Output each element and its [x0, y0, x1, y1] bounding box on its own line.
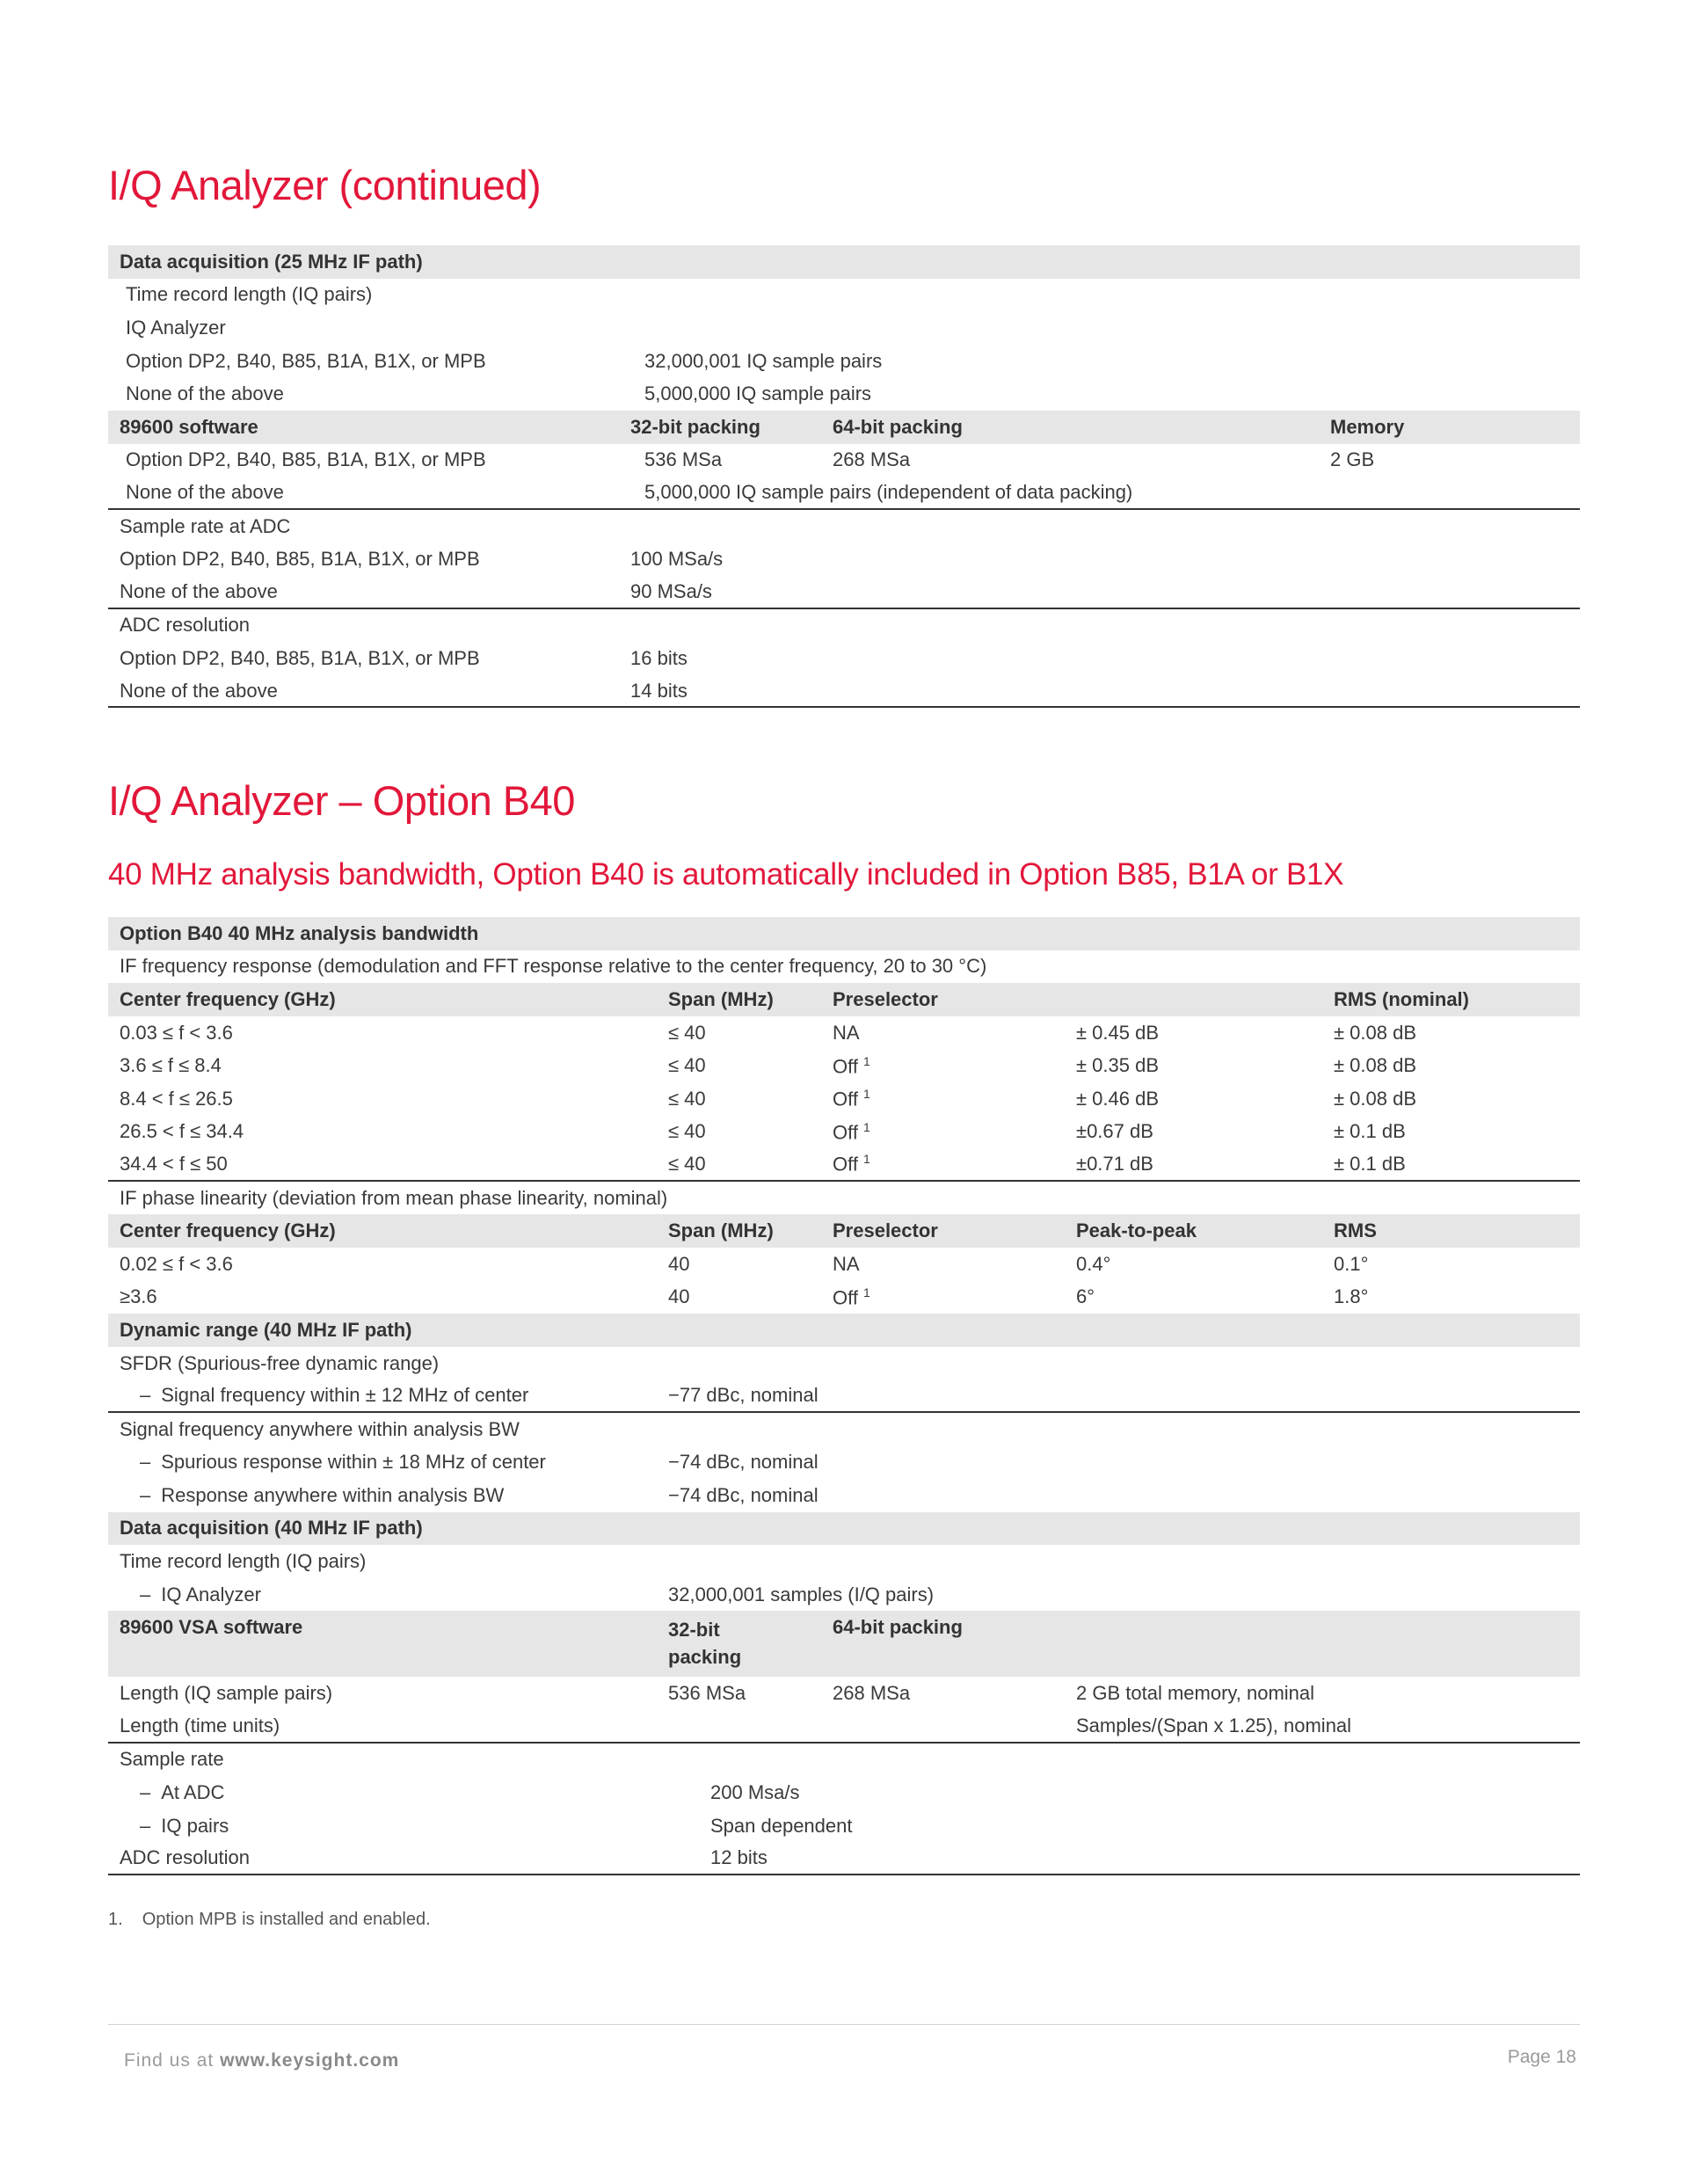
cell-text: Memory [1330, 415, 1405, 438]
cell-text: 0.1° [1334, 1252, 1369, 1275]
table-cell [1065, 1153, 1322, 1176]
table-row [108, 1016, 1580, 1050]
table-cell [108, 1120, 657, 1143]
table-cell [108, 481, 619, 504]
table-cell [108, 1153, 657, 1176]
table-cell [619, 416, 821, 439]
table-row [108, 542, 1580, 576]
table-cell [108, 1583, 657, 1606]
cell-text: Off [833, 1121, 858, 1144]
footnote-ref: 1 [862, 1152, 870, 1167]
cell-text: Preselector [833, 987, 938, 1010]
cell-text: 32-bit packing [668, 1619, 742, 1669]
footnote-ref: 1 [862, 1285, 870, 1299]
table-cell [108, 1682, 657, 1705]
table-cell [657, 1682, 821, 1705]
table-cell [108, 1418, 657, 1441]
table-row [108, 1479, 1580, 1512]
table-cell [657, 1153, 821, 1176]
table-cell [821, 1087, 1065, 1110]
table-row [108, 1413, 1580, 1446]
table-cell [108, 1352, 657, 1375]
cell-text: 100 MSa/s [630, 548, 724, 571]
cell-text: ±0.67 dB [1076, 1120, 1153, 1143]
table-cell [108, 647, 619, 670]
table-cell [1322, 1022, 1580, 1045]
cell-text: 90 MSa/s [630, 579, 712, 602]
option-b40-spec-table [108, 917, 1580, 1875]
table-cell [657, 1253, 821, 1276]
table-cell [619, 647, 821, 670]
website-link[interactable]: www.keysight.com [220, 2050, 400, 2071]
cell-text: None of the above [126, 480, 284, 503]
cell-text: ADC resolution [120, 1846, 250, 1869]
table-cell [1065, 1682, 1322, 1705]
cell-text: ADC resolution [120, 614, 250, 637]
table-row [108, 1710, 1580, 1744]
table-cell [1322, 1088, 1580, 1110]
table-cell [1065, 1219, 1322, 1242]
table-cell [657, 1219, 821, 1242]
table-cell [1065, 1088, 1322, 1110]
cell-text: IQ Analyzer [126, 316, 226, 339]
table-cell [108, 1616, 657, 1639]
section-subtitle: 40 MHz analysis bandwidth, Option B40 is automatically included in Option B85, B1A or B1X [108, 857, 1344, 892]
table-cell [1322, 1153, 1580, 1176]
table-cell [1319, 416, 1580, 439]
cell-text: 14 bits [630, 679, 688, 702]
table-cell [619, 580, 821, 603]
cell-text: 268 MSa [833, 448, 911, 471]
cell-text: Response anywhere within analysis BW [161, 1483, 505, 1506]
cell-text: ≤ 40 [668, 1021, 706, 1044]
table-row [108, 1380, 1580, 1413]
cell-text: 64-bit packing [833, 415, 963, 438]
cell-text: Span (MHz) [668, 987, 774, 1010]
table-cell [657, 1616, 747, 1671]
table-header-row [108, 245, 1580, 279]
table-row [108, 1116, 1580, 1149]
table-row [108, 510, 1580, 543]
cell-text: ≤ 40 [668, 1152, 706, 1175]
table-cell [657, 1088, 821, 1110]
table-cell [1322, 1120, 1580, 1143]
cell-text: Off [833, 1285, 858, 1308]
cell-text: Signal frequency within ± 12 MHz of center [161, 1384, 529, 1407]
table-cell [108, 1484, 657, 1507]
table-row [108, 1148, 1580, 1182]
table-cell [1322, 988, 1580, 1011]
cell-text: 268 MSa [833, 1682, 911, 1705]
table-cell [108, 251, 619, 273]
table-cell [108, 548, 619, 571]
table-row [108, 1578, 1580, 1612]
table-cell [821, 1682, 1065, 1705]
table-row [108, 1347, 1580, 1380]
cell-text: SFDR (Spurious-free dynamic range) [120, 1351, 440, 1374]
table-header-row [108, 983, 1580, 1016]
cell-text: 5,000,000 IQ sample pairs [644, 382, 872, 405]
table-cell [108, 317, 619, 339]
cell-text: Time record length (IQ pairs) [126, 283, 373, 306]
footnote-ref: 1 [862, 1053, 870, 1068]
cell-text: Dynamic range (40 MHz IF path) [120, 1318, 412, 1341]
table-cell [108, 1384, 657, 1407]
cell-text: Samples/(Span x 1.25), nominal [1076, 1714, 1352, 1736]
table-cell [108, 1319, 657, 1342]
table-cell [657, 1583, 935, 1606]
table-cell [1322, 1285, 1580, 1308]
table-row [108, 477, 1580, 510]
table-cell [108, 1815, 657, 1838]
table-row [108, 345, 1580, 378]
cell-text: Sample rate at ADC [120, 514, 291, 537]
cell-text: 32,000,001 samples (I/Q pairs) [668, 1583, 935, 1605]
table-cell [108, 955, 987, 978]
table-cell [657, 1814, 853, 1838]
table-cell [108, 680, 619, 703]
table-cell [108, 515, 619, 538]
cell-text: Option B40 40 MHz analysis bandwidth [120, 921, 479, 944]
table-cell [1065, 1253, 1322, 1276]
table-cell [108, 1088, 657, 1110]
table-row [108, 444, 1580, 477]
cell-text: None of the above [120, 679, 278, 702]
cell-text: IQ pairs [161, 1814, 229, 1837]
cell-text: Span dependent [710, 1814, 853, 1837]
cell-text: IQ Analyzer [161, 1583, 261, 1605]
cell-text: 8.4 < f ≤ 26.5 [120, 1087, 233, 1110]
table-row [108, 1677, 1580, 1710]
cell-text: ≤ 40 [668, 1087, 706, 1110]
cell-text: None of the above [126, 382, 284, 405]
table-cell [108, 1550, 657, 1573]
cell-text: NA [833, 1252, 860, 1275]
cell-text: 200 Msa/s [710, 1781, 800, 1804]
table-row [108, 1446, 1580, 1480]
table-cell [108, 1253, 657, 1276]
table-cell [821, 1120, 1065, 1144]
table-row [108, 1248, 1580, 1281]
table-cell [821, 1616, 1065, 1639]
cell-text: Length (IQ sample pairs) [120, 1682, 333, 1705]
table-header-row [108, 1512, 1580, 1546]
table-cell [657, 1484, 821, 1507]
table-cell [108, 1054, 657, 1077]
table-cell [821, 1022, 1065, 1045]
cell-text: Option DP2, B40, B85, B1A, B1X, or MPB [126, 448, 486, 471]
table-cell [657, 1054, 821, 1077]
cell-text: ± 0.08 dB [1334, 1054, 1417, 1077]
table-row [108, 576, 1580, 609]
table-row [108, 1182, 1580, 1215]
table-cell [108, 580, 619, 603]
cell-text: Time record length (IQ pairs) [120, 1550, 367, 1573]
cell-text: Option DP2, B40, B85, B1A, B1X, or MPB [126, 349, 486, 372]
table-row [108, 1744, 1580, 1777]
cell-text: ± 0.1 dB [1334, 1152, 1406, 1175]
cell-text: 0.03 ≤ f < 3.6 [120, 1021, 233, 1044]
table-row [108, 1776, 1580, 1809]
cell-text: 89600 software [120, 415, 258, 438]
table-cell [657, 1022, 821, 1045]
cell-text: 32-bit packing [630, 415, 760, 438]
table-cell [657, 1781, 821, 1804]
table-row [108, 1545, 1580, 1578]
cell-text: 536 MSa [644, 448, 723, 471]
cell-text: ± 0.1 dB [1334, 1120, 1406, 1143]
table-cell [108, 1285, 657, 1308]
table-cell [619, 382, 872, 405]
cell-text: 34.4 < f ≤ 50 [120, 1152, 228, 1175]
cell-text: Length (time units) [120, 1714, 280, 1736]
table-cell [821, 988, 1065, 1011]
table-cell [108, 614, 619, 637]
cell-text: 89600 VSA software [120, 1616, 303, 1639]
cell-text: 3.6 ≤ f ≤ 8.4 [120, 1054, 222, 1077]
table-cell [1322, 1253, 1580, 1276]
table-row [108, 950, 1580, 984]
cell-text: Off [833, 1153, 858, 1176]
footer-find-us [124, 2050, 399, 2071]
table-cell [1319, 448, 1580, 471]
footer-divider [108, 2024, 1580, 2025]
page-number: Page 18 [1507, 2047, 1576, 2067]
table-cell [108, 1714, 657, 1737]
table-cell [821, 1253, 1065, 1276]
table-cell [657, 1285, 821, 1308]
table-cell [821, 1219, 1065, 1242]
table-cell [821, 1152, 1065, 1176]
cell-text: Center frequency (GHz) [120, 987, 336, 1010]
cell-text: Option DP2, B40, B85, B1A, B1X, or MPB [120, 646, 480, 669]
table-cell [1065, 1120, 1322, 1143]
table-cell [1065, 1714, 1352, 1737]
table-row [108, 377, 1580, 411]
table-header-row [108, 1314, 1580, 1347]
table-cell [821, 1054, 1065, 1078]
table-cell [1322, 1054, 1580, 1077]
cell-text: ≤ 40 [668, 1120, 706, 1143]
table-cell [619, 480, 1133, 504]
table-cell [619, 448, 821, 471]
table-cell [1065, 1054, 1322, 1077]
table-cell [1322, 1219, 1580, 1242]
cell-text: ± 0.35 dB [1076, 1054, 1160, 1077]
cell-text: 536 MSa [668, 1682, 746, 1705]
table-cell [108, 1022, 657, 1045]
cell-text: ≥3.6 [120, 1285, 157, 1308]
cell-text: Sample rate [120, 1748, 224, 1771]
cell-text: 40 [668, 1252, 690, 1275]
table-cell [1065, 1022, 1322, 1045]
cell-text: 12 bits [710, 1846, 768, 1869]
cell-text: 2 GB total memory, nominal [1076, 1682, 1315, 1705]
cell-text: ± 0.45 dB [1076, 1021, 1160, 1044]
cell-text: Span (MHz) [668, 1219, 774, 1242]
table-row [108, 1049, 1580, 1082]
cell-text: ± 0.08 dB [1334, 1021, 1417, 1044]
cell-text: −77 dBc, nominal [668, 1384, 819, 1407]
cell-text: ± 0.46 dB [1076, 1087, 1160, 1110]
table-cell [108, 1846, 657, 1869]
table-header-row [108, 917, 1580, 950]
table-cell [108, 922, 657, 945]
cell-text: None of the above [120, 579, 278, 602]
cell-text: 0.4° [1076, 1252, 1111, 1275]
table-cell [657, 1451, 821, 1474]
cell-text: RMS [1334, 1219, 1377, 1242]
cell-text: At ADC [161, 1781, 225, 1804]
page-title: I/Q Analyzer (continued) [108, 162, 542, 208]
table-header-row [108, 1214, 1580, 1248]
table-cell [1065, 1285, 1322, 1308]
cell-text: NA [833, 1021, 860, 1044]
footnote-ref: 1 [862, 1087, 870, 1102]
table-cell [108, 1781, 657, 1804]
table-cell [108, 1219, 657, 1242]
cell-text: Option DP2, B40, B85, B1A, B1X, or MPB [120, 548, 480, 571]
table-row [108, 311, 1580, 345]
table-cell [108, 283, 619, 306]
cell-text: 5,000,000 IQ sample pairs (independent of data packing) [644, 480, 1133, 503]
cell-text: 32,000,001 IQ sample pairs [644, 349, 883, 372]
table-cell [108, 988, 657, 1011]
cell-text: −74 dBc, nominal [668, 1483, 819, 1506]
table-cell [821, 416, 1319, 439]
table-cell [108, 1748, 657, 1771]
footnote-number: 1. [108, 1910, 123, 1929]
table-cell [108, 416, 619, 439]
table-row [108, 1281, 1580, 1314]
table-cell [108, 1451, 657, 1474]
cell-text: Off [833, 1054, 858, 1077]
cell-text: 6° [1076, 1285, 1095, 1308]
footnote [108, 1910, 431, 1930]
cell-text: 1.8° [1334, 1285, 1369, 1308]
table-cell [108, 350, 619, 373]
cell-text: Off [833, 1088, 858, 1110]
cell-text: IF phase linearity (deviation from mean phase linearity, nominal) [120, 1186, 668, 1209]
table-header-row [108, 411, 1580, 444]
table-row [108, 642, 1580, 675]
cell-text: 26.5 < f ≤ 34.4 [120, 1120, 244, 1143]
cell-text: −74 dBc, nominal [668, 1451, 819, 1474]
footnote-ref: 1 [862, 1119, 870, 1134]
find-us-label: Find us at [124, 2050, 215, 2071]
cell-text: Preselector [833, 1219, 938, 1242]
cell-text: Center frequency (GHz) [120, 1219, 336, 1242]
cell-text: 64-bit packing [833, 1616, 963, 1639]
table-cell [108, 1517, 657, 1540]
table-cell [657, 1384, 821, 1407]
cell-text: ± 0.08 dB [1334, 1087, 1417, 1110]
cell-text: Spurious response within ± 18 MHz of center [161, 1451, 546, 1474]
table-row [108, 1842, 1580, 1875]
cell-text: Data acquisition (40 MHz IF path) [120, 1517, 423, 1540]
table-cell [619, 349, 883, 373]
cell-text: 0.02 ≤ f < 3.6 [120, 1252, 233, 1275]
table-row [108, 1082, 1580, 1116]
table-row [108, 675, 1580, 709]
table-header-row [108, 1611, 1580, 1677]
cell-text: Data acquisition (25 MHz IF path) [120, 250, 423, 273]
table-row [108, 279, 1580, 312]
cell-text: RMS (nominal) [1334, 987, 1469, 1010]
cell-text: Signal frequency anywhere within analysis BW [120, 1417, 520, 1440]
table-cell [821, 448, 1319, 471]
table-cell [657, 1846, 821, 1869]
table-cell [821, 1285, 1065, 1309]
table-row [108, 1809, 1580, 1843]
table-cell [108, 382, 619, 405]
table-cell [108, 1186, 668, 1210]
cell-text: IF frequency response (demodulation and FFT response relative to the center frequency, 20 to 30 °C) [120, 955, 987, 978]
table-cell [657, 988, 821, 1011]
cell-text: 2 GB [1330, 448, 1375, 471]
section-title-option-b40: I/Q Analyzer – Option B40 [108, 777, 575, 824]
table-row [108, 609, 1580, 643]
cell-text: 40 [668, 1285, 690, 1308]
table-cell [619, 548, 821, 571]
data-acquisition-table [108, 245, 1580, 708]
cell-text: ±0.71 dB [1076, 1152, 1153, 1175]
cell-text: ≤ 40 [668, 1054, 706, 1077]
cell-text: 16 bits [630, 646, 688, 669]
cell-text: Peak-to-peak [1076, 1219, 1197, 1242]
table-cell [108, 448, 619, 471]
table-cell [657, 1120, 821, 1143]
footnote-text: Option MPB is installed and enabled. [142, 1910, 431, 1929]
table-cell [619, 680, 821, 703]
